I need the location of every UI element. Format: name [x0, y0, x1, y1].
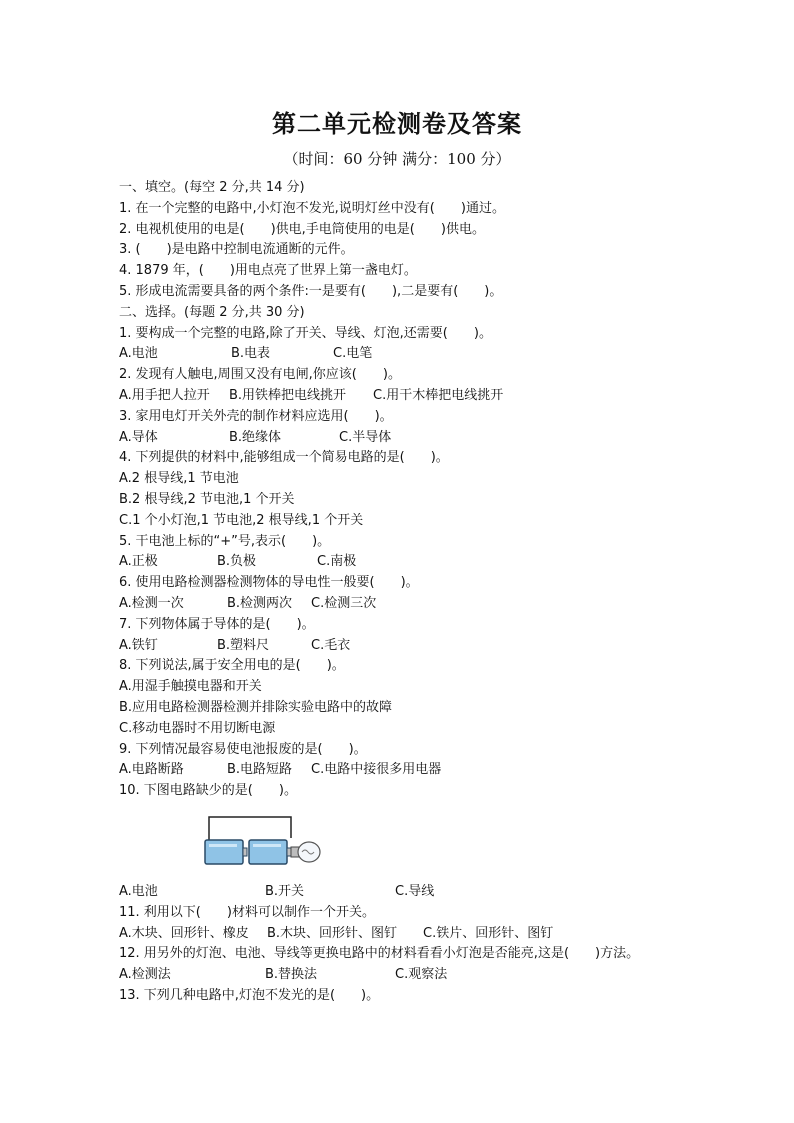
- fill-q2: 2. 电视机使用的电是( )供电,手电筒使用的电是( )供电。: [119, 221, 485, 237]
- choice-q2-stem: 2. 发现有人触电,周围又没有电闸,你应该( )。: [119, 367, 401, 383]
- option-a: A.铁钉: [119, 637, 158, 653]
- choice-q5-stem: 5. 干电池上标的“+”号,表示( )。: [119, 533, 331, 549]
- page-subtitle: （时间：60 分钟 满分：100 分）: [283, 150, 511, 168]
- option-a: A.电池: [119, 346, 158, 362]
- choice-q9-stem: 9. 下列情况最容易使电池报废的是( )。: [119, 741, 367, 757]
- option-b: B.用铁棒把电线挑开: [229, 387, 347, 403]
- choice-q1-options: [119, 344, 719, 365]
- choice-q10-stem: 10. 下图电路缺少的是( )。: [119, 783, 297, 799]
- choice-q4-option-c: C.1 个小灯泡,1 节电池,2 根导线,1 个开关: [119, 512, 364, 528]
- choice-q3-options: [119, 428, 719, 449]
- choice-q12-stem: 12. 用另外的灯泡、电池、导线等更换电路中的材料看看小灯泡是否能亮,这是( )方法。: [119, 946, 640, 962]
- option-a: A.检测一次: [119, 595, 184, 611]
- choice-q8-stem: 8. 下列说法,属于安全用电的是( )。: [119, 658, 345, 674]
- option-b: B.塑料尺: [217, 637, 270, 653]
- circuit-figure: [119, 802, 719, 882]
- option-a: A.检测法: [119, 967, 171, 983]
- option-c: C.毛衣: [311, 637, 351, 653]
- choice-q8-option-b: B.应用电路检测器检测并排除实验电路中的故障: [119, 699, 393, 715]
- choice-q4-option-a: A.2 根导线,1 节电池: [119, 471, 239, 487]
- option-b: B.检测两次: [227, 595, 293, 611]
- option-a: A.木块、回形针、橡皮: [119, 925, 249, 941]
- option-c: C.电路中接很多用电器: [311, 762, 442, 778]
- choice-q8-option-a: A.用湿手触摸电器和开关: [119, 679, 262, 695]
- choice-q4-option-b: B.2 根导线,2 节电池,1 个开关: [119, 491, 295, 507]
- option-a: A.正极: [119, 554, 158, 570]
- choice-q10-options: [119, 882, 719, 903]
- section2-heading: 二、选择。(每题 2 分,共 30 分): [119, 304, 305, 320]
- light-bulb-icon: [291, 842, 320, 862]
- page-title: 第二单元检测卷及答案: [272, 110, 522, 138]
- option-c: C.半导体: [339, 429, 392, 445]
- choice-q11-options: [119, 924, 719, 945]
- option-a: A.导体: [119, 429, 158, 445]
- choice-q2-options: [119, 386, 719, 407]
- option-c: C.导线: [395, 883, 435, 899]
- option-b: B.开关: [265, 883, 305, 899]
- option-c: C.南极: [317, 554, 357, 570]
- fill-q4: 4. 1879 年，( )用电点亮了世界上第一盏电灯。: [119, 263, 417, 279]
- section1-heading: 一、填空。(每空 2 分,共 14 分): [119, 180, 305, 195]
- choice-q6-stem: 6. 使用电路检测器检测物体的导电性一般要( )。: [119, 575, 419, 591]
- choice-q9-options: [119, 760, 719, 781]
- option-a: A.用手把人拉开: [119, 387, 210, 403]
- option-c: C.观察法: [395, 967, 448, 983]
- option-b: B.电路短路: [227, 762, 293, 778]
- fill-q3: 3. ( )是电路中控制电流通断的元件。: [119, 242, 354, 258]
- circuit-diagram: [199, 812, 399, 874]
- choice-q5-options: [119, 552, 719, 573]
- choice-q11-stem: 11. 利用以下( )材料可以制作一个开关。: [119, 904, 375, 920]
- option-c: C.检测三次: [311, 595, 377, 611]
- option-b: B.电表: [231, 346, 271, 362]
- choice-q6-options: [119, 594, 719, 615]
- choice-q7-stem: 7. 下列物体属于导体的是( )。: [119, 616, 315, 632]
- option-b: B.替换法: [265, 967, 318, 983]
- choice-q7-options: [119, 636, 719, 657]
- option-a: A.电池: [119, 883, 158, 899]
- option-a: A.电路断路: [119, 762, 184, 778]
- option-b: B.负极: [217, 554, 257, 570]
- exam-body: [119, 178, 719, 1007]
- fill-q5: 5. 形成电流需要具备的两个条件:一是要有( ),二是要有( )。: [119, 283, 503, 299]
- battery-icon: [249, 840, 291, 864]
- option-b: B.木块、回形针、图钉: [267, 925, 398, 941]
- fill-q1: 1. 在一个完整的电路中,小灯泡不发光,说明灯丝中没有( )通过。: [119, 200, 505, 216]
- choice-q3-stem: 3. 家用电灯开关外壳的制作材料应选用( )。: [119, 408, 393, 424]
- choice-q12-options: [119, 965, 719, 986]
- choice-q4-stem: 4. 下列提供的材料中,能够组成一个简易电路的是( )。: [119, 450, 449, 466]
- battery-icon: [205, 840, 247, 864]
- option-b: B.绝缘体: [229, 429, 282, 445]
- wire: [209, 817, 291, 842]
- option-c: C.用干木棒把电线挑开: [373, 387, 504, 403]
- choice-q13-stem: 13. 下列几种电路中,灯泡不发光的是( )。: [119, 987, 380, 1003]
- choice-q1-stem: 1. 要构成一个完整的电路,除了开关、导线、灯泡,还需要( )。: [119, 325, 492, 341]
- option-c: C.铁片、回形针、图钉: [423, 925, 554, 941]
- choice-q8-option-c: C.移动电器时不用切断电源: [119, 720, 276, 736]
- option-c: C.电笔: [333, 346, 373, 362]
